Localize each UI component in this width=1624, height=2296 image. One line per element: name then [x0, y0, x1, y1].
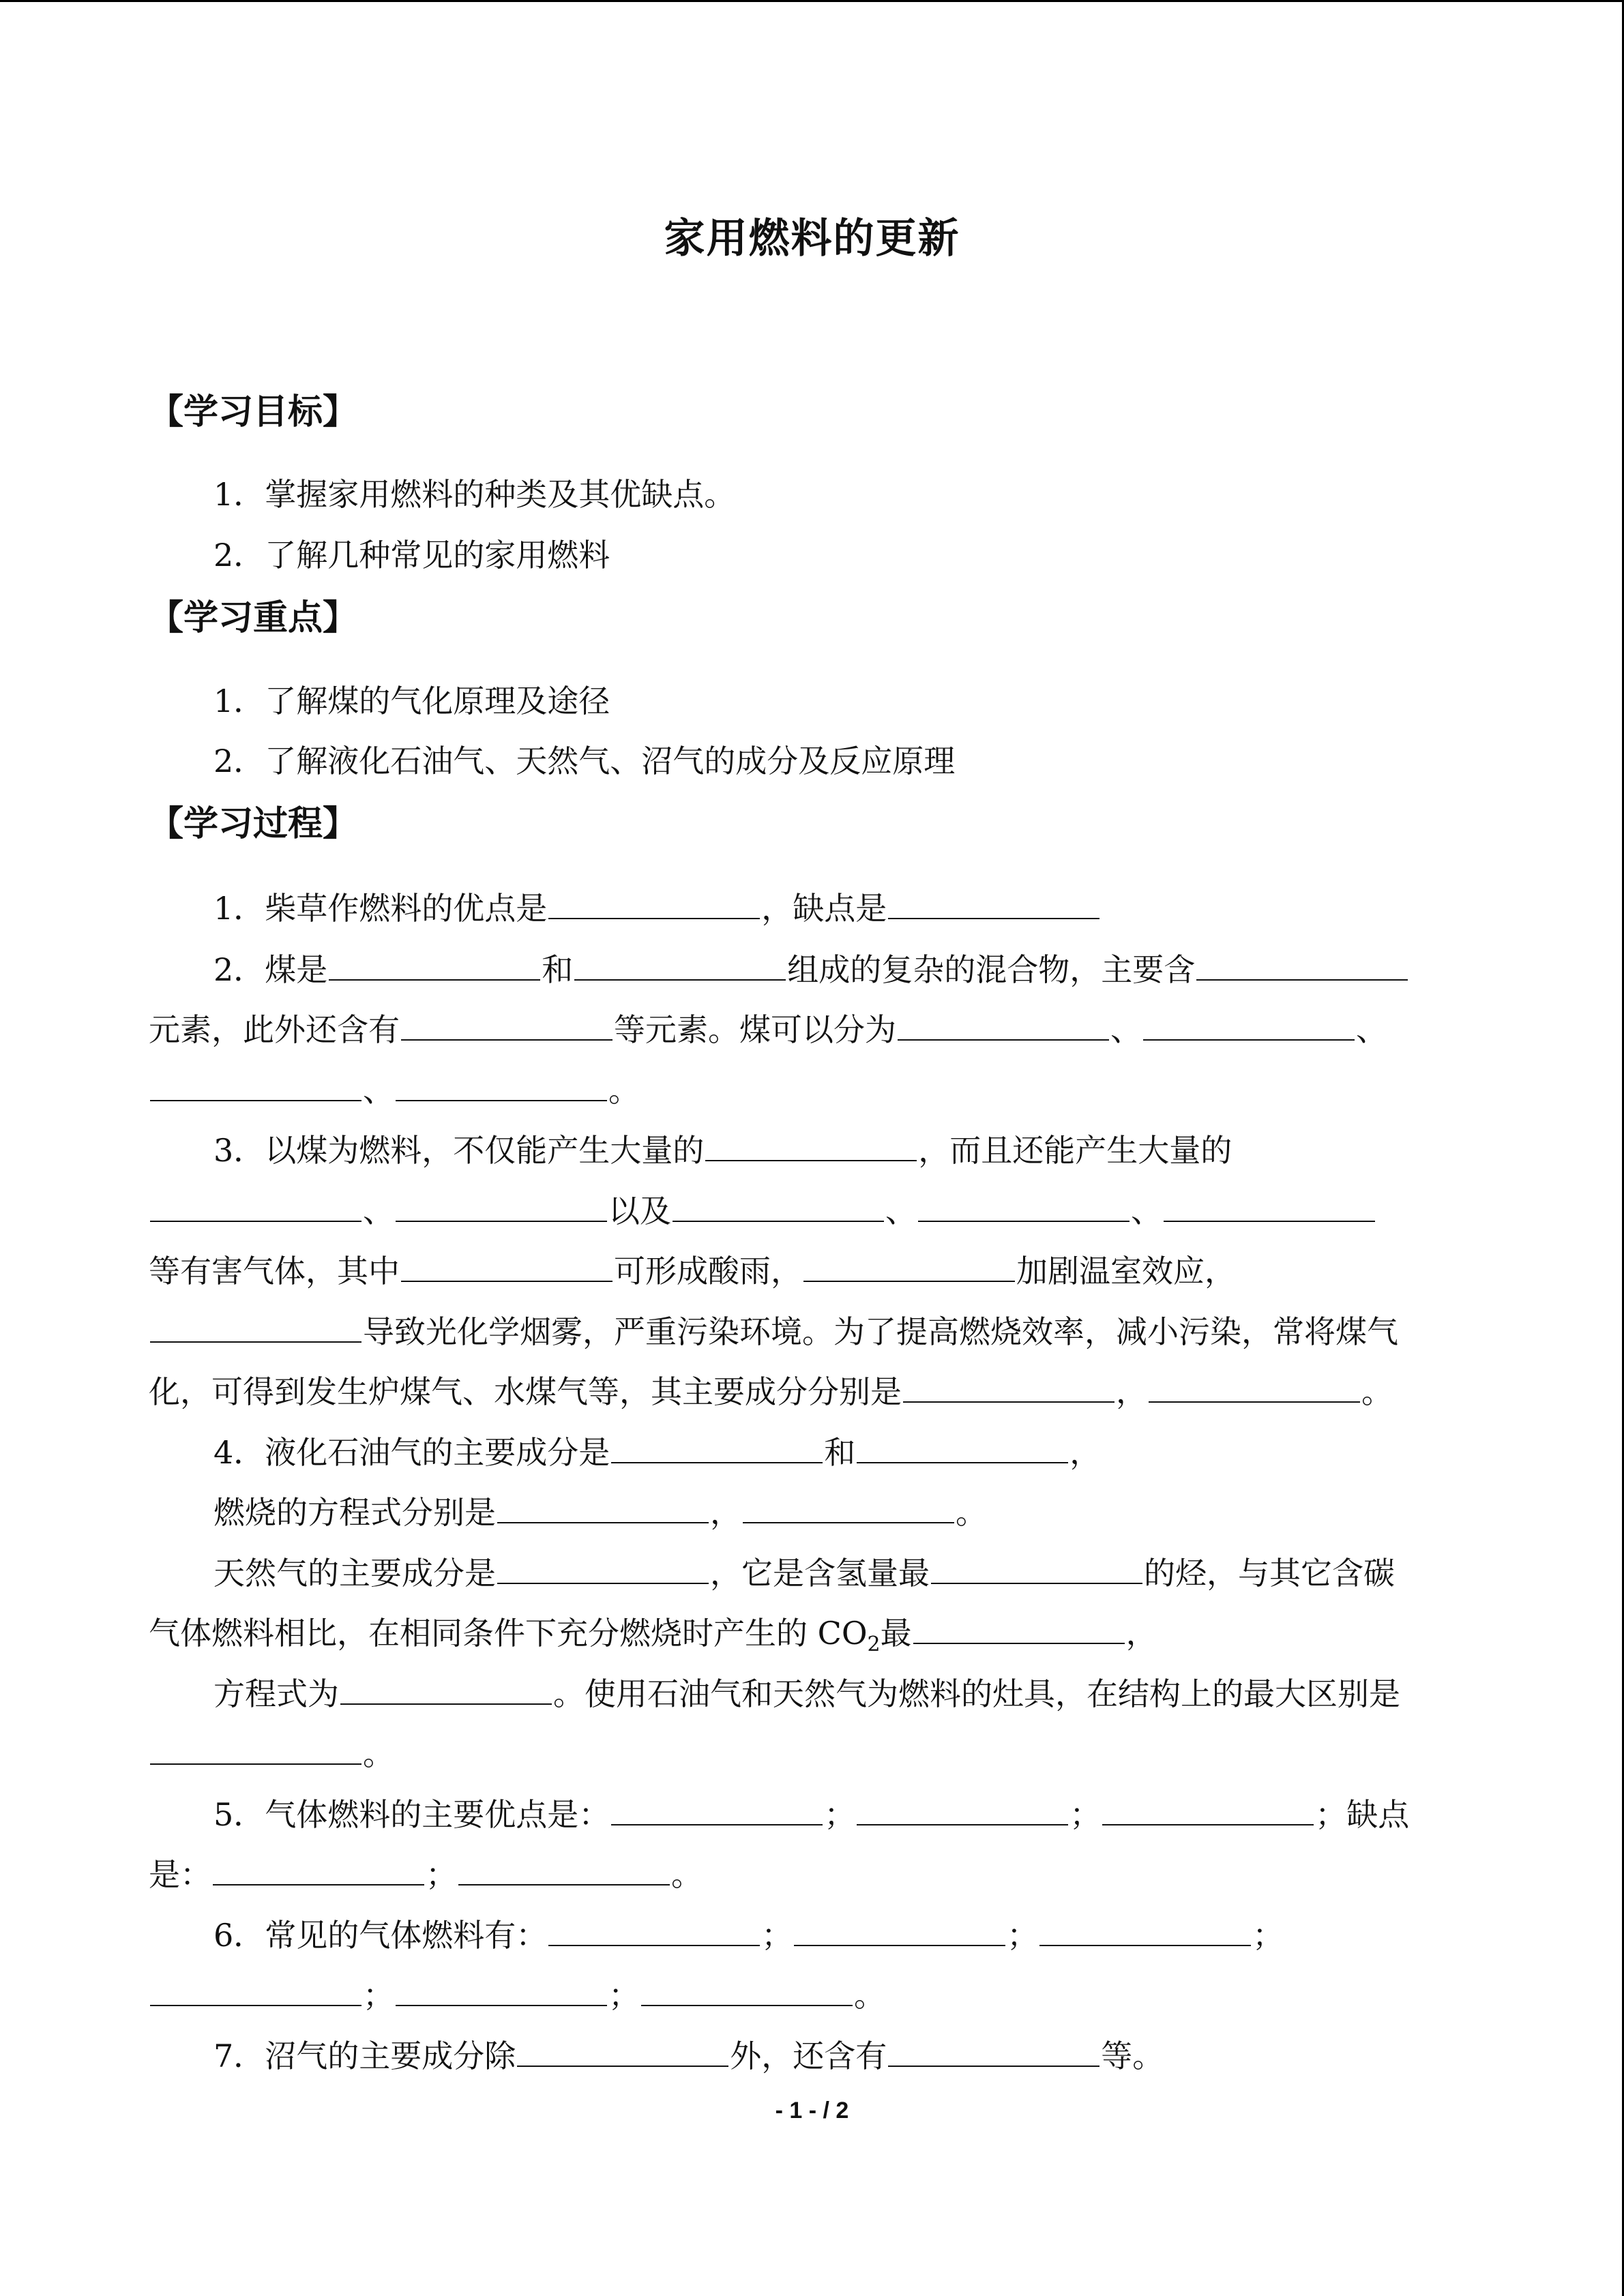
answer-blank[interactable]	[497, 1491, 709, 1523]
question-2-line-1: 2．煤是 和 组成的复杂的混合物，主要含	[213, 948, 1409, 991]
answer-blank[interactable]	[548, 1913, 760, 1946]
answer-blank[interactable]	[396, 1189, 607, 1222]
answer-blank[interactable]	[641, 1973, 853, 2006]
answer-blank[interactable]	[150, 1189, 361, 1222]
answer-blank[interactable]	[803, 1249, 1015, 1282]
answer-blank[interactable]	[888, 2034, 1099, 2067]
answer-blank[interactable]	[458, 1853, 670, 1885]
answer-blank[interactable]	[574, 948, 786, 981]
answer-blank[interactable]	[1149, 1370, 1360, 1403]
key-point-item: 2．了解液化石油气、天然气、沼气的成分及反应原理	[213, 743, 956, 779]
answer-blank[interactable]	[329, 948, 540, 981]
question-4-line-1: 4．液化石油气的主要成分是 和 ，	[213, 1431, 1101, 1474]
answer-blank[interactable]	[794, 1913, 1005, 1946]
page-border-top	[0, 0, 1624, 2]
answer-blank[interactable]	[857, 1431, 1068, 1463]
answer-blank[interactable]	[1164, 1189, 1375, 1222]
question-6-line-2: ； ； 。	[149, 1973, 885, 2016]
answer-blank[interactable]	[898, 1008, 1109, 1041]
question-3-line-3: 等有害气体，其中 可形成酸雨， 加剧温室效应，	[149, 1249, 1236, 1292]
answer-blank[interactable]	[517, 2034, 728, 2067]
answer-blank[interactable]	[401, 1249, 612, 1282]
section-heading-goals: 【学习目标】	[149, 392, 358, 432]
section-heading-key-points: 【学习重点】	[149, 598, 358, 638]
answer-blank[interactable]	[548, 886, 760, 919]
question-6-line-1: 6．常见的气体燃料有： ； ； ；	[213, 1913, 1284, 1956]
goal-item: 2．了解几种常见的家用燃料	[213, 537, 610, 573]
question-2-line-3: 、 。	[149, 1069, 640, 1112]
answer-blank[interactable]	[1102, 1793, 1314, 1825]
answer-blank[interactable]	[401, 1008, 612, 1041]
question-5-line-1: 5．气体燃料的主要优点是： ； ； ；缺点	[213, 1793, 1409, 1836]
answer-blank[interactable]	[150, 1310, 361, 1343]
question-2-line-2: 元素，此外还含有 等元素。煤可以分为 、 、	[149, 1008, 1387, 1051]
answer-blank[interactable]	[705, 1129, 917, 1161]
question-4-line-3: 天然气的主要成分是 ，它是含氢量最 的烃，与其它含碳	[213, 1551, 1395, 1594]
answer-blank[interactable]	[857, 1793, 1068, 1825]
answer-blank[interactable]	[150, 1973, 361, 2006]
answer-blank[interactable]	[150, 1732, 361, 1765]
question-3-line-1: 3．以煤为燃料，不仅能产生大量的 ，而且还能产生大量的	[213, 1129, 1232, 1172]
answer-blank[interactable]	[396, 1069, 607, 1101]
answer-blank[interactable]	[1196, 948, 1408, 981]
answer-blank[interactable]	[743, 1491, 954, 1523]
answer-blank[interactable]	[918, 1189, 1130, 1222]
answer-blank[interactable]	[888, 886, 1099, 919]
question-5-line-2: 是： ； 。	[149, 1853, 703, 1896]
key-point-item: 1．了解煤的气化原理及途径	[213, 683, 610, 719]
answer-blank[interactable]	[611, 1793, 823, 1825]
answer-blank[interactable]	[611, 1431, 823, 1463]
answer-blank[interactable]	[931, 1551, 1142, 1584]
question-4-line-4: 气体燃料相比，在相同条件下充分燃烧时产生的 $CO_2$最 ，	[149, 1611, 1157, 1666]
answer-blank[interactable]	[497, 1551, 709, 1584]
question-3-line-2: 、 以及 、 、	[149, 1189, 1376, 1232]
answer-blank[interactable]	[1039, 1913, 1251, 1946]
section-heading-process: 【学习过程】	[149, 804, 358, 844]
question-4-line-6: 。	[149, 1732, 394, 1775]
answer-blank[interactable]	[913, 1611, 1125, 1644]
question-3-line-4: 导致光化学烟雾，严重污染环境。为了提高燃烧效率，减小污染，常将煤气	[149, 1310, 1398, 1353]
answer-blank[interactable]	[903, 1370, 1114, 1403]
answer-blank[interactable]	[396, 1973, 607, 2006]
answer-blank[interactable]	[673, 1189, 884, 1222]
answer-blank[interactable]	[340, 1672, 552, 1705]
question-1: 1．柴草作燃料的优点是 ，缺点是	[213, 886, 1101, 929]
question-7: 7．沼气的主要成分除 外，还含有 等。	[213, 2034, 1164, 2077]
question-4-line-2: 燃烧的方程式分别是 ， 。	[213, 1491, 987, 1534]
page-number: - 1 - / 2	[775, 2098, 849, 2123]
page-title: 家用燃料的更新	[664, 215, 960, 263]
answer-blank[interactable]	[213, 1853, 424, 1885]
answer-blank[interactable]	[1143, 1008, 1355, 1041]
goal-item: 1．掌握家用燃料的种类及其优缺点。	[213, 476, 736, 513]
question-4-line-5: 方程式为 。使用石油气和天然气为燃料的灶具，在结构上的最大区别是	[213, 1672, 1400, 1715]
question-3-line-5: 化，可得到发生炉煤气、水煤气等，其主要成分分别是 ， 。	[149, 1370, 1393, 1413]
answer-blank[interactable]	[150, 1069, 361, 1101]
